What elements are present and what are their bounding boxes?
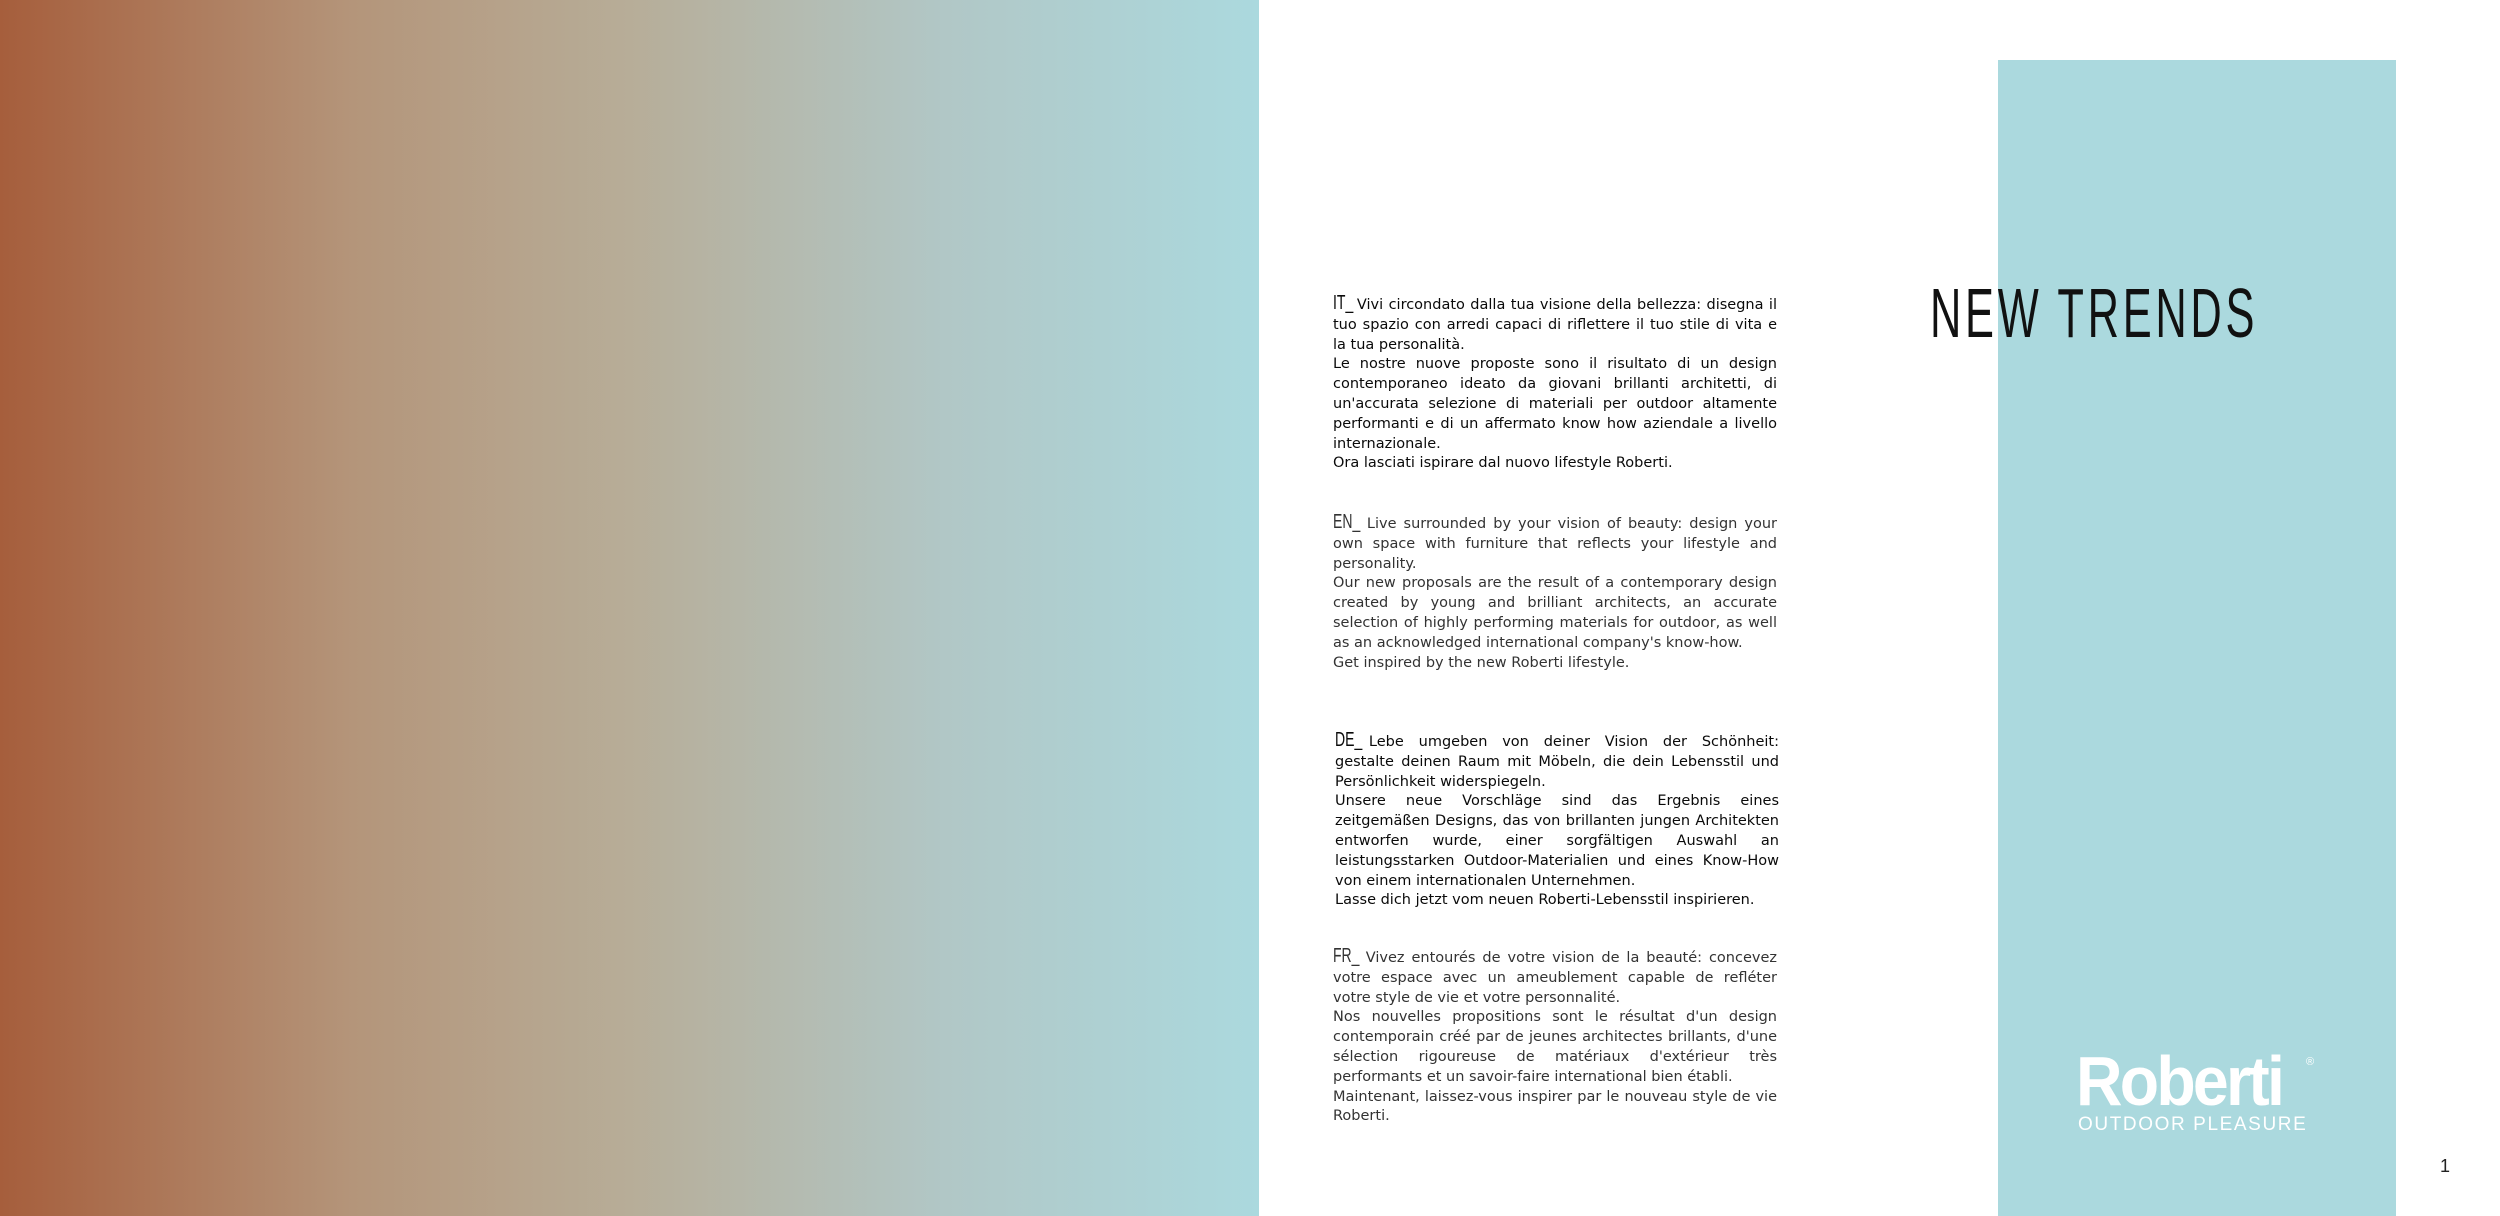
paragraph-text: Lebe umgeben von deiner Vision der Schönheit: gestalte deinen Raum mit Möbeln, die dein Lebensstil und Persönlichkeit widerspiegeln. <box>1335 734 1779 790</box>
text-block-it <box>1333 294 1777 474</box>
headline: NEW TRENDS <box>1930 274 2259 352</box>
lang-code-fr: FR_ <box>1333 945 1360 967</box>
paragraph <box>1333 513 1777 574</box>
registered-mark: ® <box>2306 1056 2315 1068</box>
paragraph: Lasse dich jetzt vom neuen Roberti-Lebensstil inspirieren. <box>1335 892 1755 909</box>
paragraph <box>1333 947 1777 1008</box>
lang-code-de: DE_ <box>1335 729 1363 751</box>
paragraph: Our new proposals are the result of a contemporary design created by young and brilliant architects, an accurate selection of highly performing materials for outdoor, as well as an acknowledged international company's know-how. <box>1333 575 1777 651</box>
paragraph-text: Vivez entourés de votre vision de la beauté: concevez votre espace avec un ameublement capable de refléter votre style de vie et votre personnalité. <box>1333 950 1777 1006</box>
lang-code-it: IT_ <box>1333 292 1354 314</box>
text-block-en <box>1333 513 1777 673</box>
paragraph: Ora lasciati ispirare dal nuovo lifestyle Roberti. <box>1333 455 1673 472</box>
paragraph-text: Vivi circondato dalla tua visione della bellezza: disegna il tuo spazio con arredi capaci di riflettere il tuo stile di vita e la tua personalità. <box>1333 297 1777 353</box>
lang-code-en: EN_ <box>1333 511 1361 533</box>
roberti-logo <box>2076 1042 2326 1136</box>
paragraph-text: Live surrounded by your vision of beauty: design your own space with furniture that reflects your lifestyle and personality. <box>1333 516 1777 572</box>
paragraph: Unsere neue Vorschläge sind das Ergebnis eines zeitgemäßen Designs, das von brillanten jungen Architekten entworfen wurde, einer sorgfältigen Auswahl an leistungsstarken Outdoor-Materialien und eines Know-How von einem internationalen Unternehmen. <box>1335 793 1779 889</box>
logo-wordmark: Roberti <box>2076 1042 2283 1120</box>
paragraph <box>1335 731 1779 792</box>
logo-tagline: OUTDOOR PLEASURE <box>2078 1114 2308 1135</box>
paragraph <box>1333 294 1777 355</box>
paragraph: Nos nouvelles propositions sont le résultat d'un design contemporain créé par de jeunes architectes brillants, d'une sélection rigoureuse de matériaux d'extérieur très performants et un savoir-faire international bien établi. <box>1333 1009 1777 1085</box>
paragraph: Maintenant, laissez-vous inspirer par le nouveau style de vie Roberti. <box>1333 1088 1777 1125</box>
paragraph: Le nostre nuove proposte sono il risultato di un design contemporaneo ideato da giovani brillanti architetti, di un'accurata selezione di materiali per outdoor altamente performanti e di un affermato know how aziendale a livello internazionale. <box>1333 356 1777 452</box>
text-block-fr <box>1333 947 1777 1127</box>
page-number: 1 <box>2440 1156 2451 1176</box>
text-block-de <box>1335 731 1779 911</box>
paragraph: Get inspired by the new Roberti lifestyle. <box>1333 654 1630 671</box>
